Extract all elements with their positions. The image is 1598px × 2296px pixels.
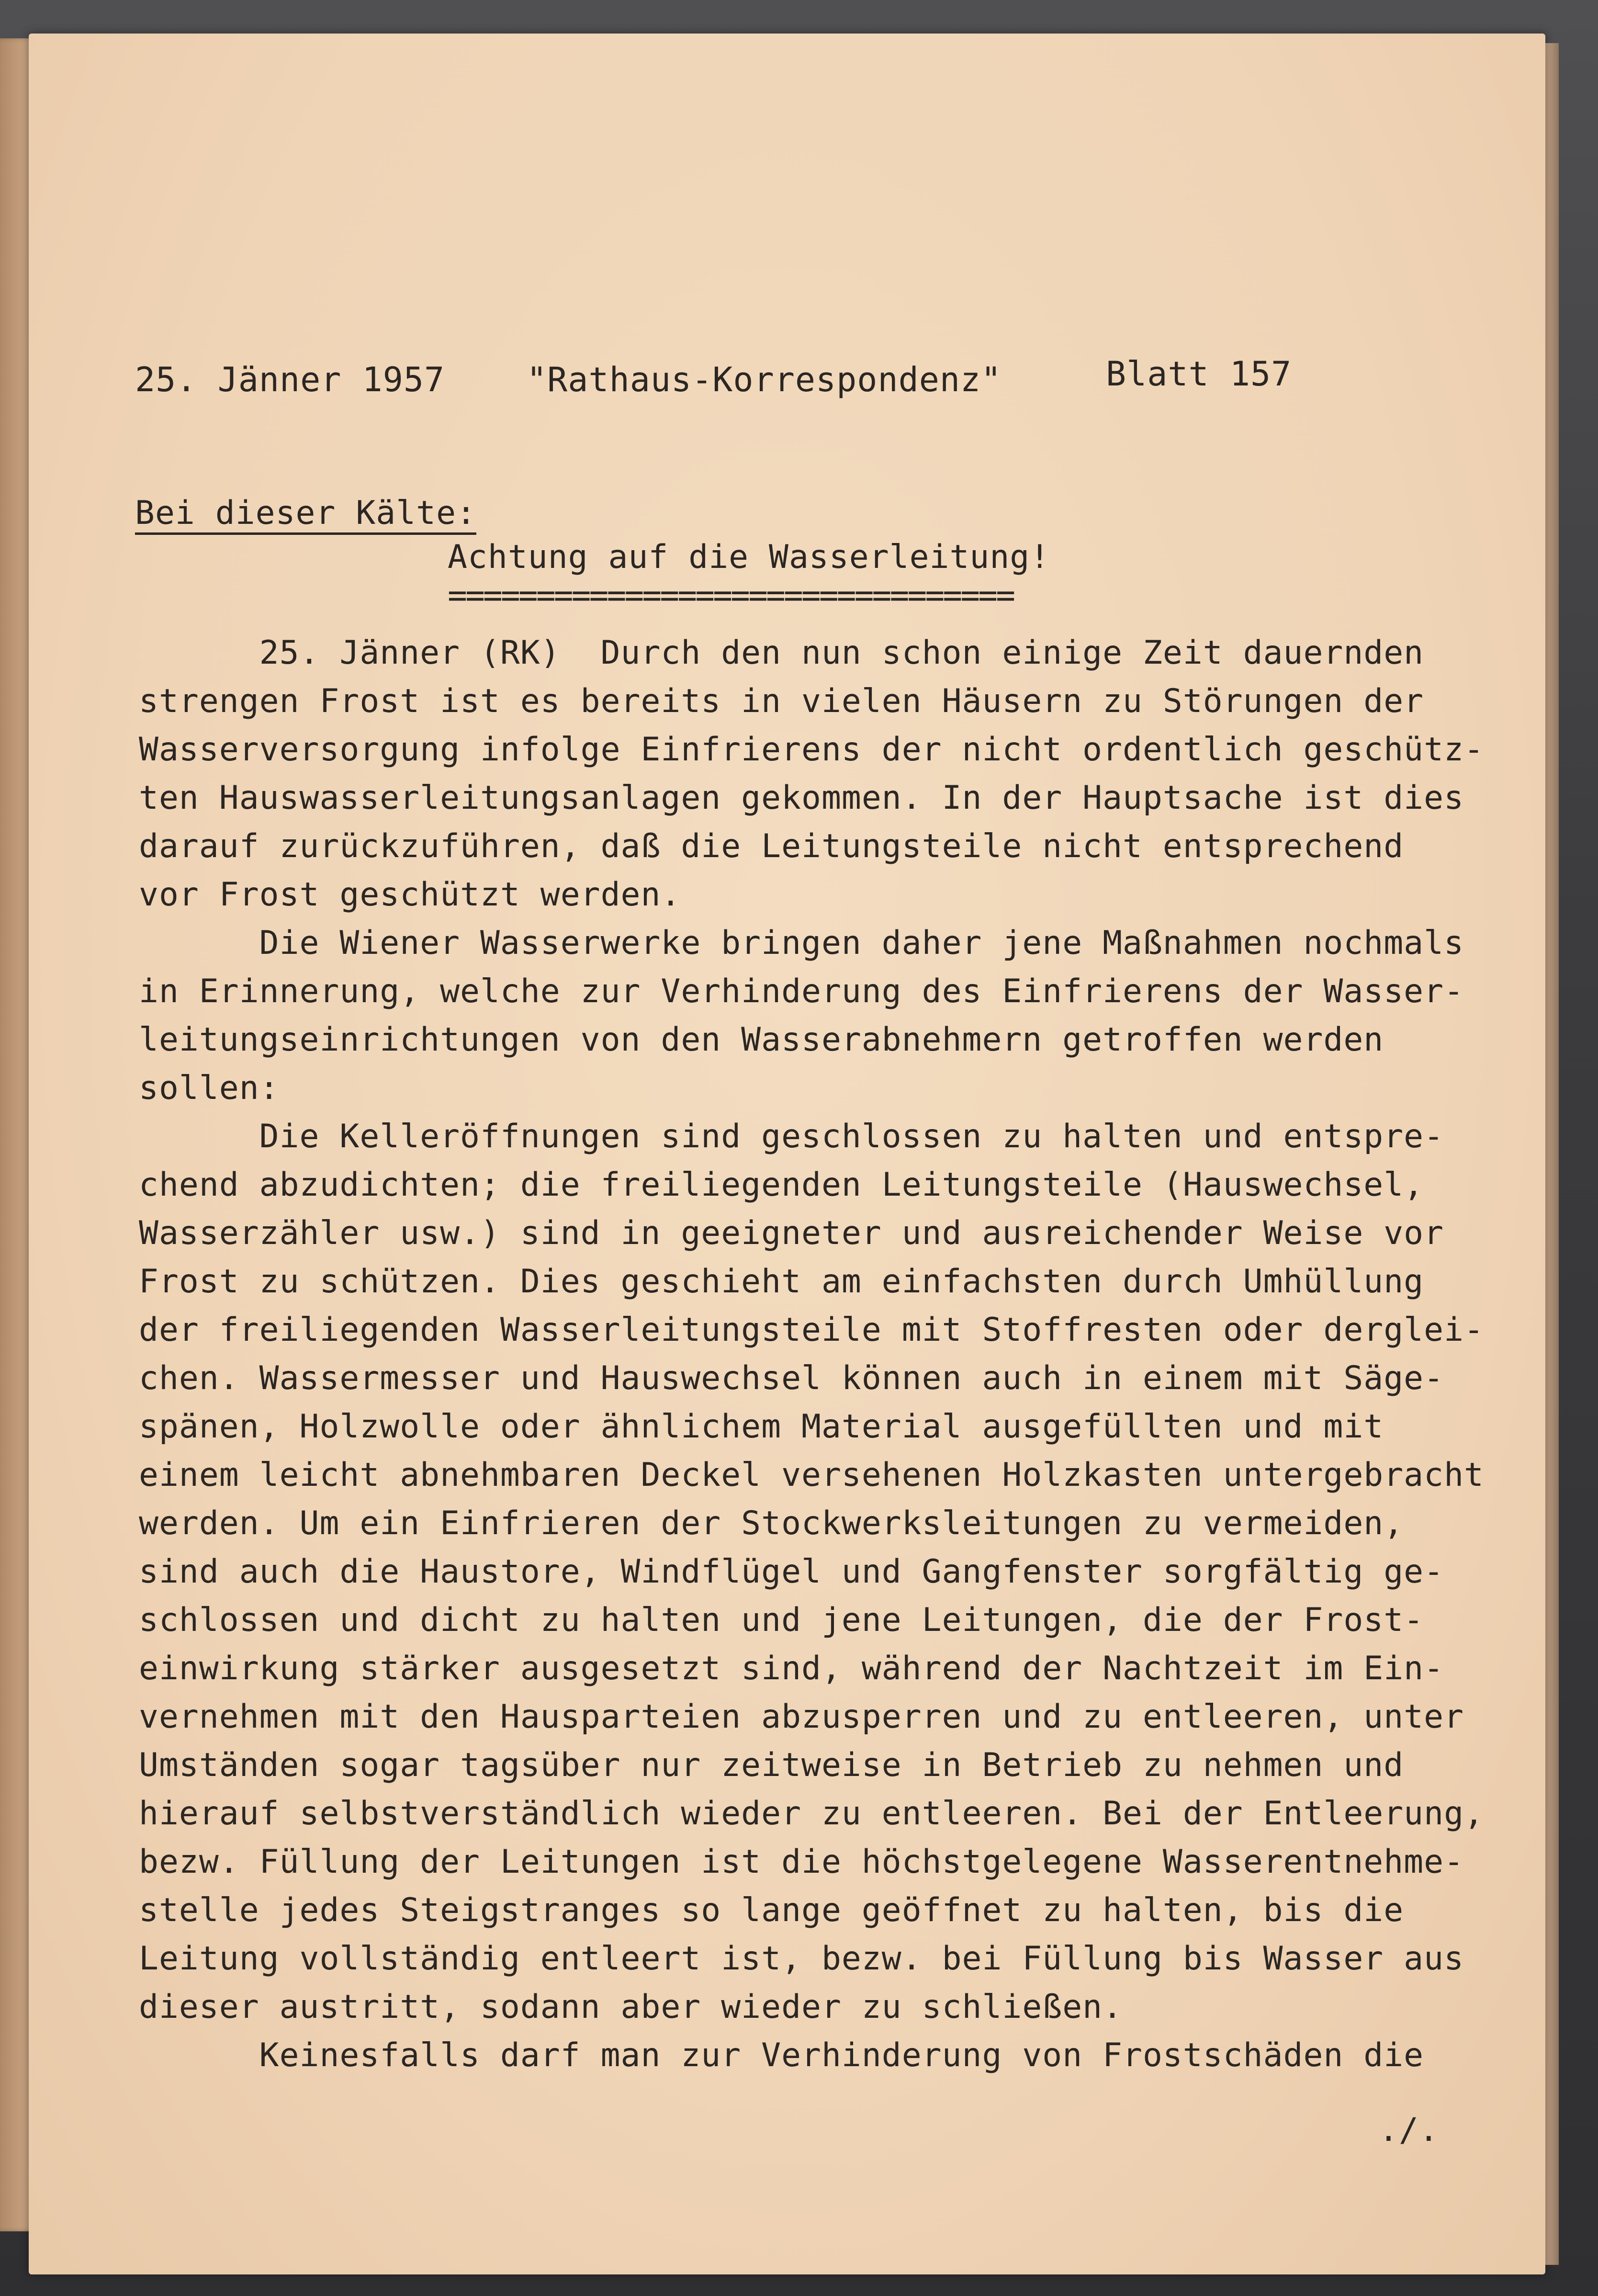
article-headline: Achtung auf die Wasserleitung!: [448, 538, 1050, 576]
article-kicker: Bei dieser Kälte:: [135, 497, 476, 535]
body-line: Umständen sogar tagsüber nur zeitweise in Betrieb zu nehmen und: [139, 1746, 1404, 1784]
headline-underline: ================================: [448, 577, 1014, 614]
body-line: Wasserversorgung infolge Einfrierens der nicht ordentlich geschütz-: [139, 731, 1484, 769]
body-line: Die Kelleröffnungen sind geschlossen zu halten und entspre-: [139, 1118, 1444, 1155]
body-line: schlossen und dicht zu halten und jene Leitungen, die der Frost-: [139, 1601, 1424, 1639]
body-line: Frost zu schützen. Dies geschieht am einfachsten durch Umhüllung: [139, 1263, 1424, 1301]
page-right-edge: [1545, 43, 1559, 2265]
body-line: chend abzudichten; die freiliegenden Leitungsteile (Hauswechsel,: [139, 1166, 1424, 1204]
body-line: der freiliegenden Wasserleitungsteile mit Stoffresten oder derglei-: [139, 1311, 1484, 1349]
body-line: Wasserzähler usw.) sind in geeigneter und ausreichender Weise vor: [139, 1214, 1444, 1252]
continuation-mark: ./.: [1379, 2111, 1439, 2149]
body-line: leitungseinrichtungen von den Wasserabnehmern getroffen werden: [139, 1021, 1384, 1059]
body-line: hierauf selbstverständlich wieder zu entleeren. Bei der Entleerung,: [139, 1795, 1484, 1832]
header-date: 25. Jänner 1957: [135, 360, 445, 399]
body-line: einem leicht abnehmbaren Deckel versehenen Holzkasten untergebracht: [139, 1456, 1484, 1494]
body-line: einwirkung stärker ausgesetzt sind, während der Nachtzeit im Ein-: [139, 1650, 1444, 1687]
body-line: Leitung vollständig entleert ist, bezw. bei Füllung bis Wasser aus: [139, 1940, 1464, 1978]
header-publication: "Rathaus-Korrespondenz": [527, 360, 1002, 399]
body-line: 25. Jänner (RK) Durch den nun schon einige Zeit dauernden: [139, 634, 1424, 672]
body-line: chen. Wassermesser und Hauswechsel können auch in einem mit Säge-: [139, 1359, 1444, 1397]
body-line: spänen, Holzwolle oder ähnlichem Material ausgefüllten und mit: [139, 1408, 1384, 1446]
body-line: Keinesfalls darf man zur Verhinderung von Frostschäden die: [139, 2036, 1424, 2074]
body-line: dieser austritt, sodann aber wieder zu schließen.: [139, 1988, 1123, 2026]
body-line: bezw. Füllung der Leitungen ist die höchstgelegene Wasserentnehme-: [139, 1843, 1464, 1881]
typewritten-page: [29, 34, 1545, 2274]
header-sheet-number: Blatt 157: [1106, 354, 1292, 394]
body-line: sind auch die Haustore, Windflügel und Gangfenster sorgfältig ge-: [139, 1553, 1444, 1591]
body-line: ten Hauswasserleitungsanlagen gekommen. In der Hauptsache ist dies: [139, 779, 1464, 817]
body-line: werden. Um ein Einfrieren der Stockwerksleitungen zu vermeiden,: [139, 1504, 1404, 1542]
body-line: stelle jedes Steigstranges so lange geöffnet zu halten, bis die: [139, 1891, 1404, 1929]
body-line: strengen Frost ist es bereits in vielen Häusern zu Störungen der: [139, 682, 1424, 720]
body-line: Die Wiener Wasserwerke bringen daher jene Maßnahmen nochmals: [139, 924, 1464, 962]
body-line: in Erinnerung, welche zur Verhinderung des Einfrierens der Wasser-: [139, 973, 1464, 1010]
body-line: vor Frost geschützt werden.: [139, 876, 681, 914]
body-line: sollen:: [139, 1069, 280, 1107]
body-line: vernehmen mit den Hausparteien abzusperren und zu entleeren, unter: [139, 1698, 1464, 1736]
body-line: darauf zurückzuführen, daß die Leitungsteile nicht entsprechend: [139, 827, 1404, 865]
